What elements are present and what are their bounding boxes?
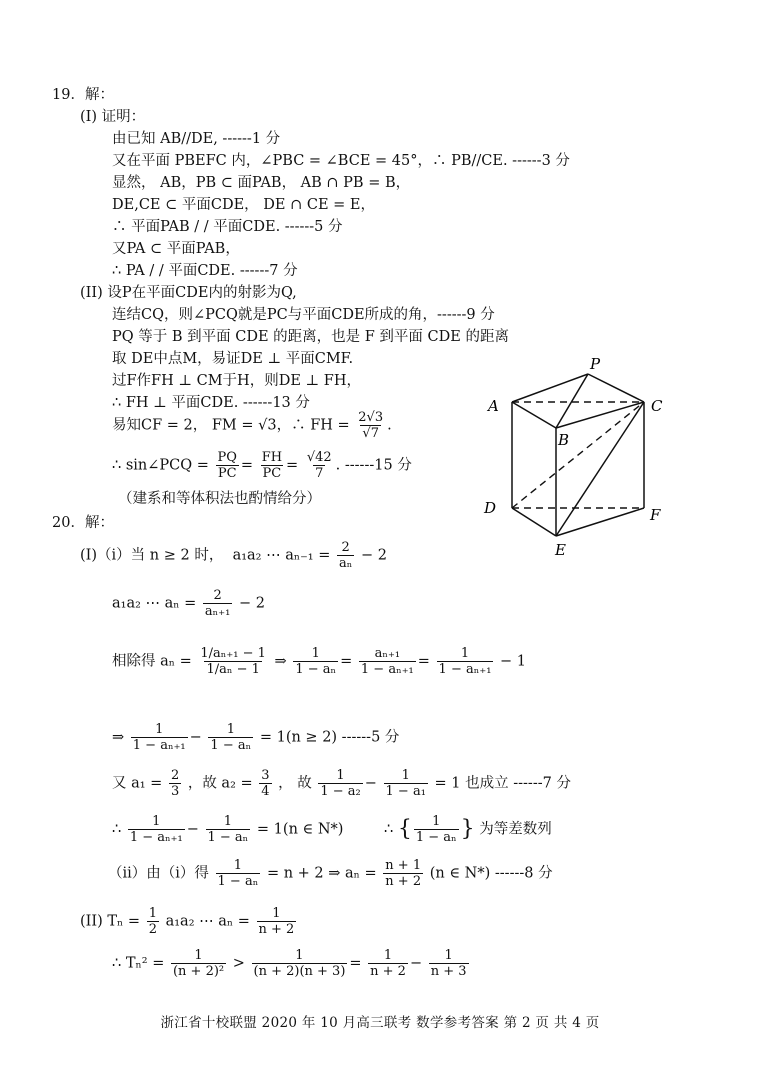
fraction: $\frac{√42}{7}$ <box>306 450 332 481</box>
q20-line-7: （ii）由（i）得 $\frac{1}{\text{1 − aₙ}}$ = n + 2 ⇒ aₙ = $\frac{n + 1}{n + 2}$ (n ∈ N*) ------8 分 <box>108 858 553 889</box>
fraction: $\frac{1}{\text{1 − aₙ}}$ <box>217 858 259 889</box>
q20-line-6: ∴ $\frac{1}{\text{1 − aₙ₊₁}}$ − $\frac{1}{\text{1 − aₙ}}$ = 1(n ∈ N*) <box>112 814 344 845</box>
vertex-label-f: F <box>650 506 661 524</box>
q19-line-13-text: 易知CF = 2， FM = √3，∴ FH = <box>112 417 350 434</box>
fraction: $\frac{1}{\text{1 − aₙ}}$ <box>207 814 249 845</box>
fraction: $\frac{1}{\text{(n + 2)²}}$ <box>172 948 225 979</box>
fraction: $\frac{1}{\text{1 − aₙ}}$ <box>415 814 457 845</box>
fraction: $\frac{1}{(n + 2)(n + 3)}$ <box>253 948 346 979</box>
q20-line-3: 相除得 aₙ = $\frac{\text{1/aₙ₊₁ − 1}}{\text{1/aₙ − 1}}$ ⇒ $\frac{1}{\text{1 − aₙ}}$ = $\frac{\text{aₙ₊₁}}{\text{1 − aₙ₊₁}}$ = $\frac{1}{\text{1 − aₙ₊₁}}$ − 1 <box>112 646 527 677</box>
q19-line-5: ∴ 平面PAB / / 平面CDE. ------5 分 <box>112 219 343 235</box>
vertex-label-b: B <box>558 431 570 449</box>
q19-line-1: 由已知 AB//DE, ------1 分 <box>112 131 281 147</box>
fraction: $\frac{n + 1}{n + 2}$ <box>385 858 422 889</box>
q19-part2-label: (II) 设P在平面CDE内的射影为Q, <box>80 285 297 301</box>
q19-line-14: ∴ sin∠PCQ = $\frac{PQ}{PC}$ = $\frac{FH}{PC}$ = $\frac{√42}{7}$ . ------15 分 <box>112 450 412 481</box>
q19-line-7: ∴ PA / / 平面CDE. ------7 分 <box>112 263 298 279</box>
fraction: $\frac{1}{\text{1 − a₁}}$ <box>385 768 426 799</box>
fraction: $\frac{1}{\text{1 − aₙ₊₁}}$ <box>132 722 186 753</box>
q19-line-2: 又在平面 PBEFC 内，∠PBC = ∠BCE = 45°，∴ PB//CE. ------3 分 <box>112 153 570 169</box>
fraction: $\frac{PQ}{PC}$ <box>217 450 237 481</box>
q19-line-10: 取 DE中点M，易证DE ⊥ 平面CMF. <box>112 351 354 367</box>
q19-line-12: ∴ FH ⊥ 平面CDE. ------13 分 <box>112 395 310 411</box>
fraction: $\frac{1}{n + 3}$ <box>430 948 467 979</box>
fraction: $\frac{2}{\text{aₙ₊₁}}$ <box>204 588 231 619</box>
fraction: $\frac{\text{aₙ₊₁}}{\text{1 − aₙ₊₁}}$ <box>360 646 414 677</box>
vertex-label-e: E <box>555 541 566 559</box>
q20-line-8: (II) Tₙ = $\frac{1}{2}$ a₁a₂ ⋯ aₙ = $\frac{1}{n + 2}$ <box>80 906 295 937</box>
q20-line-4: ⇒ $\frac{1}{\text{1 − aₙ₊₁}}$ − $\frac{1}{\text{1 − aₙ}}$ = 1(n ≥ 2) ------5 分 <box>112 722 400 753</box>
q20-line-9: ∴ Tₙ² = $\frac{1}{\text{(n + 2)²}}$ > $\frac{1}{(n + 2)(n + 3)}$ = $\frac{1}{n + 2}$ − $\frac{1}{n + 3}$ <box>112 948 467 979</box>
fraction: $\frac{1}{\text{1 − aₙ}}$ <box>210 722 252 753</box>
q19-title: 19．解： <box>52 87 114 103</box>
q19-line-9: PQ 等于 B 到平面 CDE 的距离，也是 F 到平面 CDE 的距离 <box>112 329 509 345</box>
q19-line-13: 易知CF = 2， FM = √3，∴ FH = $\frac{2√3}{√7}$ . <box>112 410 392 441</box>
fraction: $\frac{1}{\text{1 − aₙ₊₁}}$ <box>438 646 492 677</box>
q20-line-1: (I)（i）当 n ≥ 2 时， a₁a₂ ⋯ aₙ₋₁ = $\frac{2}{\text{aₙ}}$ − 2 <box>80 540 387 571</box>
vertex-label-d: D <box>484 499 497 517</box>
q19-line-11: 过F作FH ⊥ CM于H，则DE ⊥ FH， <box>112 373 361 389</box>
fraction: $\frac{2}{3}$ <box>170 768 180 799</box>
fraction: $\frac{2}{\text{aₙ}}$ <box>338 540 353 571</box>
q20-title: 20．解： <box>52 515 114 531</box>
fraction: $\frac{1}{\text{1 − aₙ₊₁}}$ <box>129 814 183 845</box>
q19-part1-label: (I) 证明： <box>80 109 146 125</box>
q20-line-6-right: ∴ { $\frac{1}{\text{1 − aₙ}}$ } 为等差数列 <box>384 814 552 845</box>
q19-line-15: （建系和等体积法也酌情给分） <box>118 491 321 507</box>
fraction: $\frac{\text{1/aₙ₊₁ − 1}}{\text{1/aₙ − 1}}$ <box>200 646 266 677</box>
page-footer: 浙江省十校联盟 2020 年 10 月高三联考 数学参考答案 第 2 页 共 4 页 <box>160 1015 600 1031</box>
fraction: $\frac{1}{\text{1 − aₙ}}$ <box>295 646 337 677</box>
prism-figure <box>478 352 688 562</box>
vertex-label-c: C <box>651 397 663 415</box>
q20-line-5: 又 a₁ = $\frac{2}{3}$ ，故 a₂ = $\frac{3}{4}$ ， 故 $\frac{1}{\text{1 − a₂}}$ − $\frac{1}{\text{1 − a₁}}$ = 1 也成立 ------7 分 <box>112 768 571 799</box>
fraction: $\frac{1}{n + 2}$ <box>370 948 406 979</box>
q19-line-4: DE,CE ⊂ 平面CDE， DE ∩ CE = E， <box>112 197 375 213</box>
q19-line-8: 连结CQ，则∠PCQ就是PC与平面CDE所成的角，------9 分 <box>112 307 495 323</box>
fraction: $\frac{2√3}{√7}$ <box>358 410 384 441</box>
vertex-label-a: A <box>488 397 499 415</box>
q19-line-3: 显然， AB，PB ⊂ 面PAB， AB ∩ PB = B， <box>112 175 411 191</box>
fraction: $\frac{3}{4}$ <box>261 768 270 799</box>
q19-line-6: 又PA ⊂ 平面PAB， <box>112 241 240 257</box>
q20-line-2: a₁a₂ ⋯ aₙ = $\frac{2}{\text{aₙ₊₁}}$ − 2 <box>112 588 265 619</box>
fraction: $\frac{FH}{PC}$ <box>261 450 283 481</box>
fraction: $\frac{1}{\text{1 − a₂}}$ <box>320 768 361 799</box>
vertex-label-p: P <box>590 355 601 373</box>
fraction: $\frac{1}{2}$ <box>148 906 157 937</box>
fraction: $\frac{1}{n + 2}$ <box>258 906 295 937</box>
